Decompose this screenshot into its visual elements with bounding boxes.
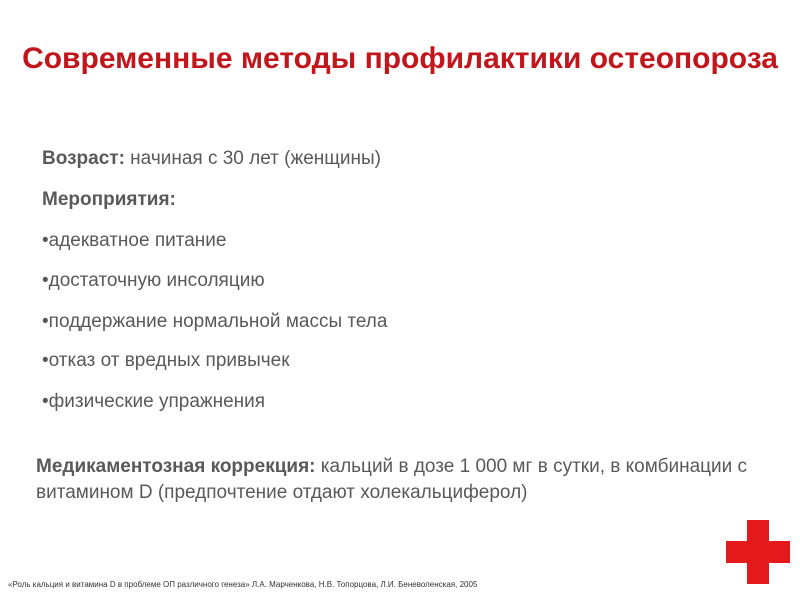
measure-item-nutrition: •адекватное питание — [42, 230, 227, 251]
red-cross-horizontal-bar — [726, 541, 790, 563]
measures-heading — [42, 188, 176, 212]
measure-item-insolation: •достаточную инсоляцию — [42, 270, 265, 291]
age-value: начиная с 30 лет (женщины) — [124, 148, 381, 169]
red-cross-icon — [726, 520, 790, 584]
age-label: Возраст: — [42, 148, 125, 169]
medication-label: Медикаментозная коррекция: — [36, 456, 316, 477]
measure-item-body-weight: •поддержание нормальной массы тела — [42, 311, 388, 332]
citation-footnote: «Роль кальция и витамина D в проблеме ОП различного генеза» Л.А. Марченкова, Н.В. Топорцова, Л.И. Беневоленская, 2005 — [8, 580, 478, 589]
medication-text: кальций в дозе 1 000 мг в сутки, в комбинации с витамином D (предпочтение отдают холекальциферол) — [36, 456, 748, 503]
age-line — [42, 147, 381, 171]
slide-title: Современные методы профилактики остеопороза — [22, 42, 778, 75]
measure-item-bad-habits: •отказ от вредных привычек — [42, 350, 290, 371]
medication-paragraph — [36, 454, 776, 506]
measures-heading-label: Мероприятия: — [42, 189, 176, 210]
measure-item-exercise: •физические упражнения — [42, 391, 266, 412]
